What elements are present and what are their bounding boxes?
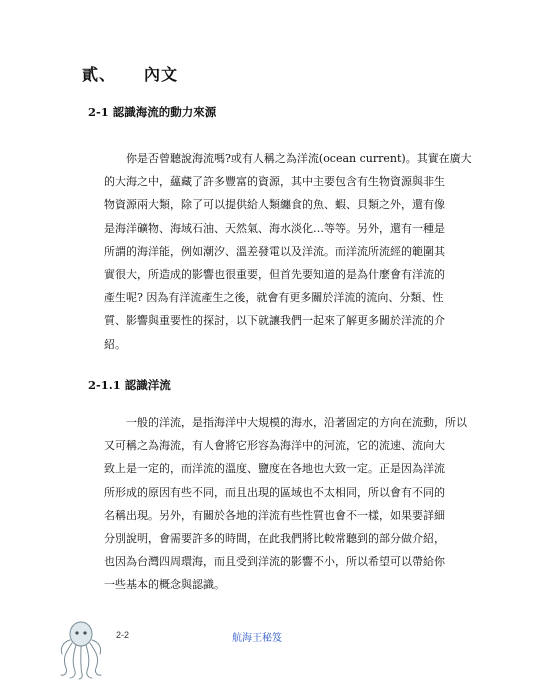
paragraph-line: 也因為台灣四周環海，而且受到洋流的影響不小，所以希望可以帶給你 bbox=[104, 555, 445, 569]
chapter-name: 內文 bbox=[144, 65, 179, 84]
paragraph-line: 產生呢? 因為有洋流產生之後，就會有更多關於洋流的流向、分類、性 bbox=[104, 291, 444, 305]
paragraph-line: 質、影響與重要性的探討，以下就讓我們一起來了解更多關於洋流的介 bbox=[104, 314, 445, 328]
book-title: 航海王秘笈 bbox=[232, 633, 282, 644]
paragraph-line: 實很大，所造成的影響也很重要，但首先要知道的是為什麼會有洋流的 bbox=[104, 267, 445, 281]
chapter-title bbox=[82, 62, 178, 85]
paragraph-line: 致上是一定的，而洋流的溫度、鹽度在各地也大致一定。正是因為洋流 bbox=[104, 462, 445, 476]
paragraph-line: 一般的洋流，是指海洋中大規模的海水，沿著固定的方向在流動，所以 bbox=[126, 416, 467, 429]
paragraph-line: 紹。 bbox=[104, 337, 126, 351]
paragraph-line: 是海洋礦物、海域石油、天然氣、海水淡化…等等。另外，還有一種是 bbox=[104, 221, 445, 235]
paragraph-line: 又可稱之為海流，有人會將它形容為海洋中的河流，它的流速、流向大 bbox=[104, 439, 445, 453]
subsection-paragraph bbox=[104, 411, 476, 597]
paragraph-line: 的大海之中，蘊藏了許多豐富的資源，其中主要包含有生物資源與非生 bbox=[104, 175, 445, 189]
chapter-number: 貳、 bbox=[82, 65, 117, 84]
paragraph-line: 你是否曾聽說海流嗎?或有人稱之為洋流(ocean current)。其實在廣大 bbox=[126, 152, 472, 165]
page-footer bbox=[0, 612, 540, 692]
section-paragraph bbox=[104, 147, 476, 356]
section-heading: 2-1 認識海流的動力來源 bbox=[88, 105, 217, 119]
paragraph-line: 所謂的海洋能，例如潮汐、溫差發電以及洋流。而洋流所流經的範圍其 bbox=[104, 244, 445, 258]
octopus-logo-icon bbox=[58, 618, 104, 680]
subsection-heading: 2-1.1 認識洋流 bbox=[88, 378, 171, 392]
page-number: 2-2 bbox=[116, 630, 130, 640]
paragraph-line: 所形成的原因有些不同，而且出現的區域也不太相同，所以會有不同的 bbox=[104, 485, 445, 499]
paragraph-line: 分別說明，會需要許多的時間，在此我們將比較常聽到的部分做介紹， bbox=[104, 531, 445, 545]
paragraph-line: 名稱出現。另外，有關於各地的洋流有些性質也會不一樣，如果要詳細 bbox=[104, 508, 445, 522]
paragraph-line: 一些基本的概念與認識。 bbox=[104, 578, 225, 592]
paragraph-line: 物資源兩大類，除了可以提供給人類纏食的魚、蝦、貝類之外，還有像 bbox=[104, 198, 445, 212]
